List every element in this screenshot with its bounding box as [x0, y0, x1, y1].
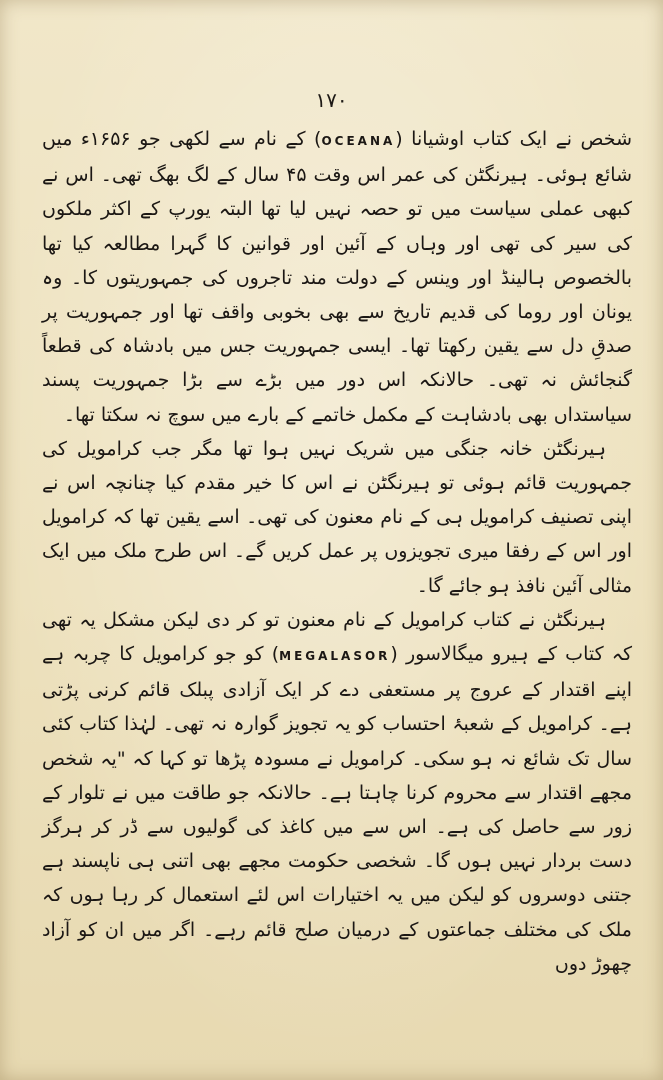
page-number: ۱۷۰	[315, 88, 348, 112]
paragraph-megalasor-text-end: ) کو جو کرامویل کا چربہ ہے اپنے اقتدار کے عروج پر مستعفی دے کر ایک آزادی پبلک قائم کرنی پڑتی ہے۔ کرامویل کے شعبۂ احتساب کو یہ تجویز گوارہ نہ تھی۔ لہٰذا کتاب کئی سال تک شائع نہ ہو سکی۔ کرامویل نے مسودہ پڑھا تو کہا کہ "یہ شخص مجھے اقتدار سے محروم کرنا چاہتا ہے۔ حالانکہ جو طاقت میں نے تلوار کے زور سے حاصل کی ہے۔ اس سے میں کاغذ کی گولیوں سے ڈر کر ہرگز دست بردار نہیں ہوں گا۔ شخصی حکومت مجھے بھی اتنی ہی ناپسند ہے جتنی دوسروں کو لیکن میں یہ اختیارات اس لئے استعمال کر رہا ہوں کہ ملک کی مختلف جماعتوں کے درمیان صلح قائم رہے۔ اگر میں ان کو آزاد چھوڑ دوں	[42, 643, 632, 975]
paragraph-oceana-text-start: شخص نے ایک کتاب اوشیانا (	[395, 128, 632, 150]
oceana-latin-title: OCEANA	[321, 134, 396, 148]
megalasor-latin-name: MEGALASOR	[279, 649, 391, 664]
body-text	[42, 122, 632, 981]
paragraph-megalasor-text-start: ہیرنگٹن نے کتاب کرامویل کے نام معنون تو کر دی لیکن مشکل یہ تھی کہ کتاب کے ہیرو میگالاسور (	[42, 608, 632, 666]
paragraph-megalasor	[42, 603, 632, 981]
paragraph-oceana	[42, 122, 632, 432]
paragraph-oceana-text-end: ) کے نام سے لکھی جو ۱۶۵۶ء میں شائع ہوئی۔ ہیرنگٹن کی عمر اس وقت ۴۵ سال کے لگ بھگ تھی۔ اس نے کبھی عملی سیاست میں تو حصہ نہیں لیا تھا البتہ یورپ کے اکثر ملکوں کی سیر کی تھی اور وہاں کے آئین اور قوانین کا گہرا مطالعہ کیا تھا بالخصوص ہالینڈ اور وینس کے دولت مند تاجروں کی جمہوریتوں کا۔ وہ یونان اور روما کی قدیم تاریخ سے بھی بخوبی واقف تھا اور جمہوریت پر صدقِ دل سے یقین رکھتا تھا۔ ایسی جمہوریت جس میں بادشاہ کی قطعاً گنجائش نہ تھی۔ حالانکہ اس دور میں بڑے سے بڑا جمہوریت پسند سیاستداں بھی بادشاہت کے مکمل خاتمے کے بارے میں سوچ نہ سکتا تھا۔	[42, 128, 632, 426]
paragraph-cromwell-republic: ہیرنگٹن خانہ جنگی میں شریک نہیں ہوا تھا مگر جب کرامویل کی جمہوریت قائم ہوئی تو ہیرنگٹن نے اس کا خیر مقدم کیا چنانچہ اس نے اپنی تصنیف کرامویل ہی کے نام معنون کی تھی۔ اسے یقین تھا کہ کرامویل اور اس کے رفقا میری تجویزوں پر عمل کریں گے۔ اس طرح ملک میں ایک مثالی آئین نافذ ہو جائے گا۔	[42, 437, 632, 597]
